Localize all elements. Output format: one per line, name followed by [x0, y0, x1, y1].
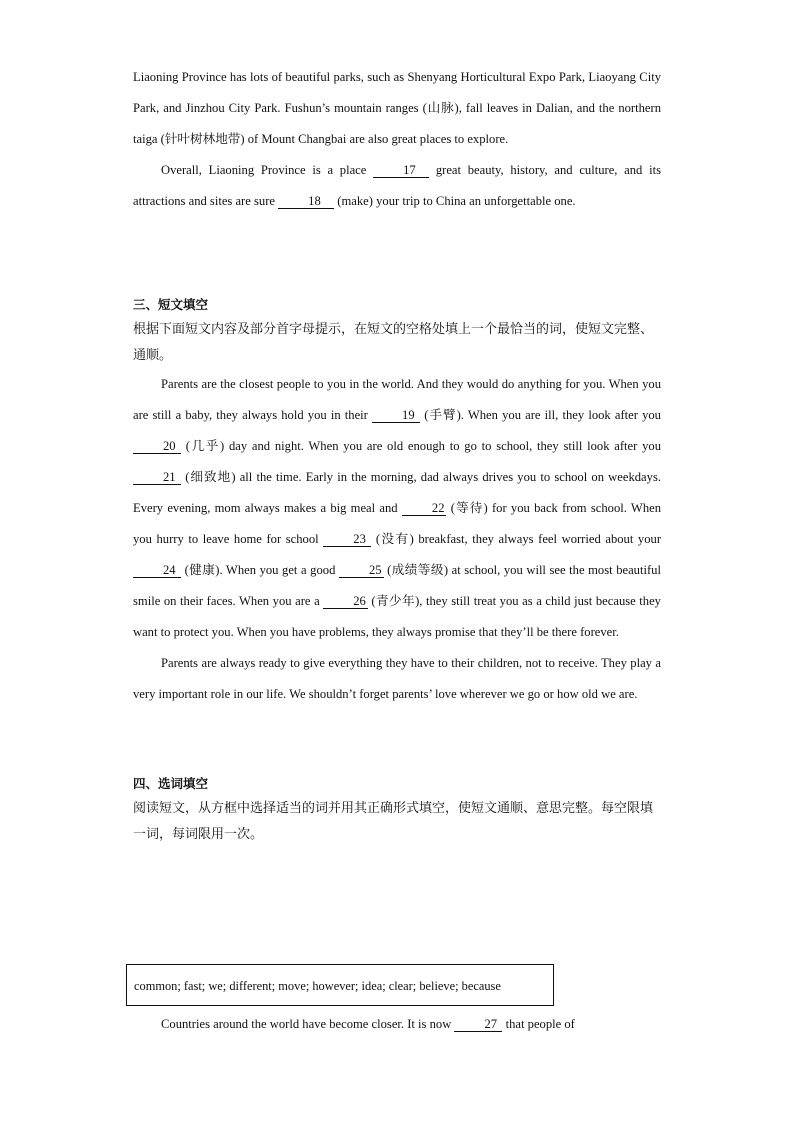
text-segment: (健康). When you get a good [184, 563, 336, 577]
blank-20[interactable]: 20 [133, 439, 181, 454]
blank-22[interactable]: 22 [402, 501, 447, 516]
text-segment: (没有) breakfast, they always feel worried about your [375, 532, 662, 546]
blank-26[interactable]: 26 [323, 594, 368, 609]
paragraph-parents-1 [133, 369, 661, 648]
text-segment: that people of [505, 1017, 575, 1031]
text-segment: (青少年), they still treat you as a child just because they want to protect you. When you have problems, they always promise that they’ll be there forever. [133, 594, 661, 639]
paragraph-overall [133, 155, 661, 217]
section-3-instruction: 根据下面短文内容及部分首字母提示，在短文的空格处填上一个最恰当的词，使短文完整、通顺。 [133, 322, 654, 363]
text-segment: (几乎) day and night. When you are old enough to go to school, they still look after you [185, 439, 661, 453]
text-segment: Parents are the closest people to you in the world. And they would do anything for you. When you are still a baby, they always hold you in their [133, 377, 661, 422]
blank-21[interactable]: 21 [133, 470, 181, 485]
section-3-title: 三、短文填空 [133, 297, 209, 312]
blank-18[interactable]: 18 [278, 194, 334, 209]
text-segment: Overall, Liaoning Province is a place [161, 163, 367, 177]
section-4-instruction: 阅读短文，从方框中选择适当的词并用其正确形式填空，使短文通顺、意思完整。每空限填一词，每词限用一次。 [133, 801, 654, 842]
section-4-title: 四、选词填空 [133, 776, 209, 791]
blank-27[interactable]: 27 [454, 1017, 502, 1032]
word-bank-box: common; fast; we; different; move; however; idea; clear; believe; because [126, 964, 554, 1006]
blank-24[interactable]: 24 [133, 563, 181, 578]
text-segment: (手臂). When you are ill, they look after you [424, 408, 661, 422]
paragraph-parks: Liaoning Province has lots of beautiful parks, such as Shenyang Horticultural Expo Park, Liaoyang City Park, and Jinzhou City Park. Fushun’s mountain ranges (山脉), fall leaves in Dalian, and the northern taiga (针叶树林地带) of Mount Changbai are also great places to explore. [133, 70, 661, 146]
document-page [133, 62, 661, 848]
blank-17[interactable]: 17 [373, 163, 429, 178]
text-segment: (make) your trip to China an unforgettable one. [337, 194, 576, 208]
text-segment: (细致地) all the time. Early in the morning, dad always drives you to school on weekdays. Every evening, mom always makes a big meal and [133, 470, 661, 515]
paragraph-countries [133, 1009, 653, 1040]
blank-19[interactable]: 19 [372, 408, 420, 423]
blank-23[interactable]: 23 [323, 532, 371, 547]
paragraph-parents-2: Parents are always ready to give everything they have to their children, not to receive. They play a very important role in our life. We shouldn’t forget parents’ love wherever we go or how old we are. [133, 656, 661, 701]
text-segment: Countries around the world have become closer. It is now [161, 1017, 452, 1031]
text-segment: great beauty, history, and culture, and its attractions and sites are sure [133, 163, 661, 208]
text-segment: (等待) for you back from school. When you hurry to leave home for school [133, 501, 662, 546]
blank-25[interactable]: 25 [339, 563, 384, 578]
text-segment: (成绩等级) at school, you will see the most beautiful smile on their faces. When you are a [133, 563, 661, 608]
